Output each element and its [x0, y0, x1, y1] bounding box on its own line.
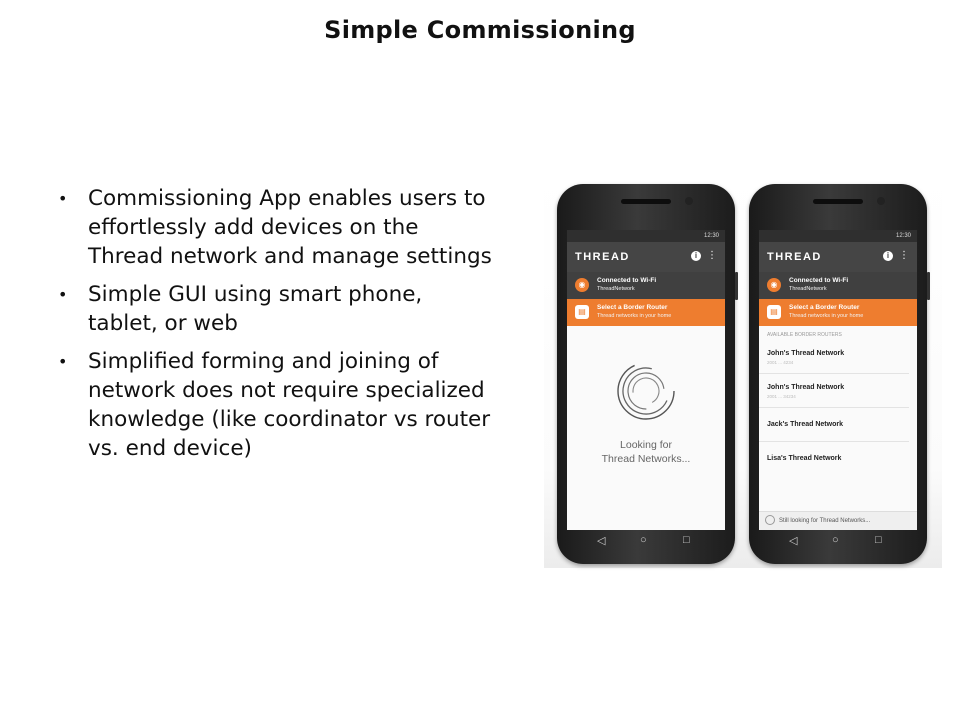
phone-screen — [567, 230, 725, 530]
network-list-item[interactable] — [759, 374, 909, 408]
thread-logo: THREAD — [767, 251, 822, 263]
looking-line-1: Looking for — [620, 439, 672, 451]
wifi-status-row[interactable] — [567, 272, 725, 299]
phone-speaker — [621, 199, 671, 204]
select-router-title: Select a Border Router — [597, 304, 668, 311]
bullet-text: Simple GUI using smart phone, tablet, or web — [88, 282, 423, 336]
bullet-list — [58, 184, 498, 472]
phone-speaker — [813, 199, 863, 204]
bullet-text: Commissioning App enables users to effortlessly add devices on the Thread network and manage settings — [88, 186, 492, 269]
select-router-sub: Thread networks in your home — [789, 313, 864, 319]
status-bar — [567, 230, 725, 242]
phones-photo — [544, 172, 942, 568]
recents-icon[interactable]: □ — [683, 534, 690, 546]
network-list-item[interactable] — [759, 408, 909, 442]
wifi-status-row[interactable] — [759, 272, 917, 299]
searching-panel — [567, 326, 725, 501]
phone-camera — [685, 197, 693, 205]
info-icon[interactable]: i — [883, 251, 893, 261]
phone-searching — [557, 184, 735, 564]
select-router-row[interactable] — [759, 299, 917, 326]
slide-title: Simple Commissioning — [324, 16, 636, 44]
phone-screen — [759, 230, 917, 530]
wifi-icon: ◉ — [575, 278, 589, 292]
still-looking-bar — [759, 511, 917, 530]
nav-bar — [567, 530, 725, 556]
menu-icon[interactable]: ⋮ — [899, 250, 909, 261]
looking-text — [567, 438, 725, 466]
nav-bar — [759, 530, 917, 556]
phone-side-button — [927, 272, 930, 300]
status-time: 12:30 — [703, 233, 719, 239]
bullet-marker: • — [58, 189, 68, 208]
router-icon: ▤ — [575, 305, 589, 319]
home-icon[interactable]: ○ — [832, 534, 839, 546]
wifi-status-title: Connected to Wi-Fi — [597, 277, 657, 284]
network-name: John's Thread Network — [767, 350, 845, 357]
still-looking-text: Still looking for Thread Networks... — [779, 518, 871, 524]
network-list-item[interactable] — [759, 340, 909, 374]
bullet-marker: • — [58, 352, 68, 371]
network-address: 2001 ... 4234 — [767, 360, 794, 365]
bullet-item — [58, 347, 498, 463]
select-router-sub: Thread networks in your home — [597, 313, 672, 319]
wifi-status-title: Connected to Wi-Fi — [789, 277, 849, 284]
phone-camera — [877, 197, 885, 205]
back-icon[interactable]: ◁ — [789, 535, 798, 547]
bullet-marker: • — [58, 285, 68, 304]
info-icon[interactable]: i — [691, 251, 701, 261]
wifi-status-sub: ThreadNetwork — [597, 286, 635, 292]
status-bar — [759, 230, 917, 242]
select-router-row[interactable] — [567, 299, 725, 326]
section-header: AVAILABLE BORDER ROUTERS — [767, 332, 842, 338]
select-router-title: Select a Border Router — [789, 304, 860, 311]
searching-spinner-icon — [616, 361, 676, 421]
home-icon[interactable]: ○ — [640, 534, 647, 546]
bullet-text: Simplified forming and joining of network does not require specialized knowledge (like coordinator vs router vs. end device) — [88, 349, 491, 461]
looking-line-2: Thread Networks... — [601, 453, 691, 465]
network-name: Lisa's Thread Network — [767, 455, 842, 462]
wifi-status-sub: ThreadNetwork — [789, 286, 827, 292]
router-icon: ▤ — [767, 305, 781, 319]
network-address: 2001 ... 34234 — [767, 394, 796, 399]
app-bar — [759, 242, 917, 272]
network-name: Jack's Thread Network — [767, 421, 843, 428]
phone-results — [749, 184, 927, 564]
bullet-item — [58, 280, 498, 338]
network-name: John's Thread Network — [767, 384, 845, 391]
thread-logo: THREAD — [575, 251, 630, 263]
menu-icon[interactable]: ⋮ — [707, 250, 717, 261]
searching-spinner-icon — [765, 515, 775, 525]
wifi-icon: ◉ — [767, 278, 781, 292]
network-list-item[interactable] — [759, 442, 909, 475]
bullet-item — [58, 184, 498, 271]
status-time: 12:30 — [895, 233, 911, 239]
recents-icon[interactable]: □ — [875, 534, 882, 546]
back-icon[interactable]: ◁ — [597, 535, 606, 547]
app-bar — [567, 242, 725, 272]
phone-side-button — [735, 272, 738, 300]
